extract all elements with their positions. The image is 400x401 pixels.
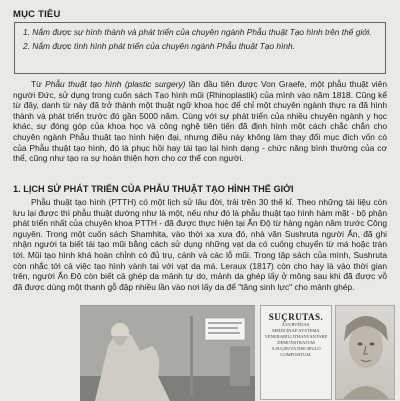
book-line: DEMONSTRATUM: [277, 340, 315, 345]
objective-item: 1. Nắm được sự hình thành và phát triển của chuyên ngành Phẫu thuật Tạo hình trên thế giới.: [23, 27, 372, 37]
book-line: A SUÇRUTA DISCIPULO COMPOSITUM.: [271, 346, 321, 357]
book-line: MEDICINAE SYSTEMA: [272, 328, 320, 333]
book-title: SUÇRUTAS.: [268, 312, 324, 322]
section-paragraph: Phẫu thuật tạo hình (PTTH) có một lịch sử lâu đời, trải trên 30 thế kỉ. Theo những tài liệu còn lưu lại được thì phẫu thuật dường như là một, nếu như đó là phẫu thuật tạo hình hàm mặt - bộ phận phát triển nhất của chuyên khoa PTTH - đã được thực hiện tại Ấn Độ từ hàng ngàn năm trước Công nguyên. Trong một cuốn sách Shamhita, vào thời xa xưa đó, nhà văn Sushruta người Ấn, đã ghi nhận người ta biết tái tạo mũi bằng cách sử dụng những vạt da có cuống chuyển từ má hoặc trán tới. Mũi tạo hình khá hoàn chỉnh có đủ trụ, cánh và các lỗ mũi. Trong tập sách của mình, Sushruta còn nhắc tới cả việc tạo hình vành tai với vạt da má. Leraux (1817) còn cho hay là vào thời gian trên, người Ấn Độ còn biết cả ghép da mảnh tự do, mảnh da ghép lấy ở mông sau khi đã được vỗ đã được dùng một thanh gỗ đập nhiều lần vào nơi lấy da để "tăng sinh lực" cho mảnh ghép.: [13, 197, 387, 292]
intro-paragraph: Từ Phẫu thuật tạo hình (plastic surgery) lần đầu tiên được Von Graefe, một phẫu thuật viên người Đức, sử dụng trong cuốn sách Tạo hình mũi (Rhinoplastik) của mình vào năm 1818. Cũng kể từ đây, danh từ này đã trở thành một thuật ngữ khoa học để chỉ một chuyên ngành thực ra đã hình thành và phát triển trước đó gần 5000 năm. Cùng với sự phát triển của nhiều chuyên ngành y học khác, sự đóng góp của khoa học và công nghệ tiên tiến đã định hình một cách chắc chắn cho chuyên ngành Phẫu thuật tạo hình hiện đại, nhưng điều này không làm thay đổi mục đích vốn có của Phẫu thuật tạo hình, đó là phục hồi hay tái tạo lại hình dạng - chức năng bình thường của cơ thể, cũng như tạo ra sự hoàn thiện hơn cho cơ thể con người.: [13, 79, 387, 164]
book-line: VENERABILI D'HANVANTARE: [264, 334, 328, 339]
statue-illustration: [80, 306, 255, 401]
book-cover-image: [260, 305, 332, 400]
portrait-image: [335, 305, 395, 400]
objective-item: 2. Nắm được tình hình phát triển của chuyên ngành Phẫu thuật Tạo hình.: [23, 41, 296, 51]
objectives-box: [14, 22, 386, 74]
book-line: ÂYURVÉDAS.: [281, 322, 311, 327]
page-heading: MỤC TIÊU: [13, 9, 61, 20]
portrait-illustration: [336, 306, 395, 400]
statue-photo: [80, 305, 255, 401]
section-title: 1. LỊCH SỬ PHÁT TRIỂN CỦA PHẪU THUẬT TẠO HÌNH THẾ GIỚI: [13, 184, 294, 194]
term-italic: Phẫu thuật tạo hình (plastic surgery): [45, 79, 186, 89]
